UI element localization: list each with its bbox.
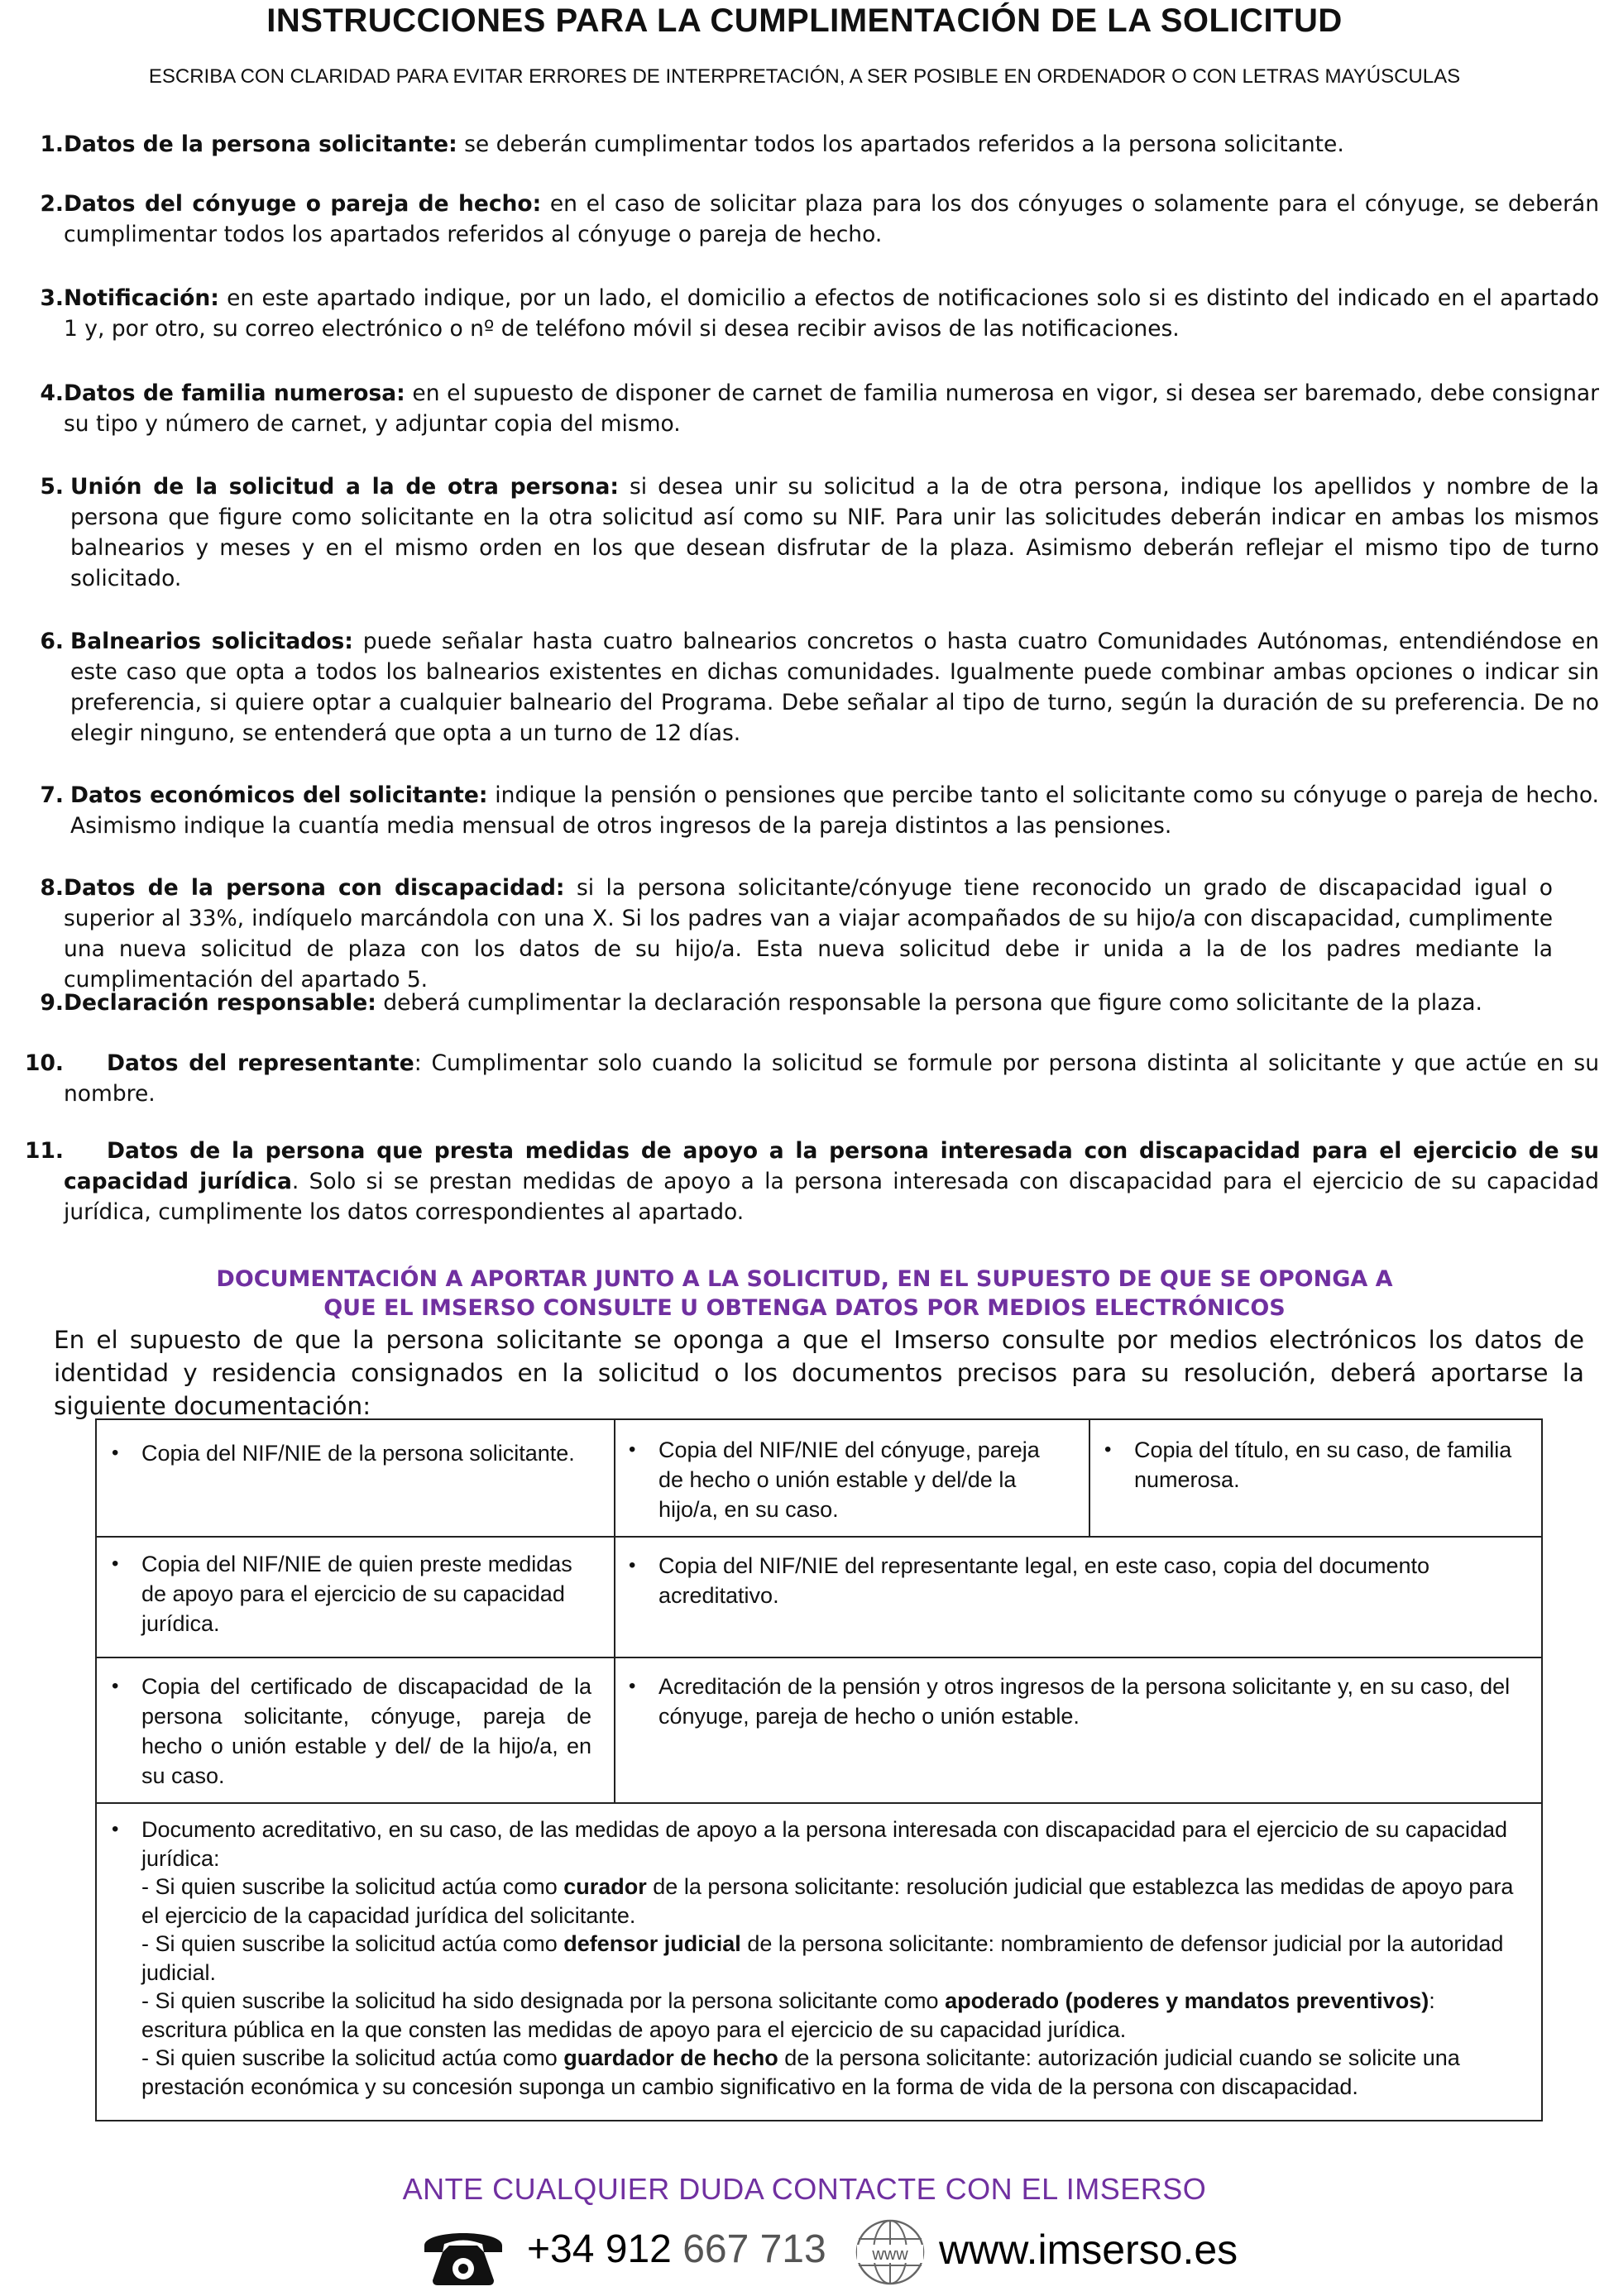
instruction-text: se deberán cumplimentar todos los apartados referidos a la persona solicitante. xyxy=(457,132,1344,157)
doc-subitem-defensor-judicial: - Si quien suscribe la solicitud actúa como defensor judicial de la persona solicitante: nombramiento de defensor judicial por la autoridad judicial. xyxy=(141,1931,1510,1985)
instruction-number: 4. xyxy=(40,380,64,406)
instruction-text: deberá cumplimentar la declaración responsable la persona que figure como solicitante de la plaza. xyxy=(376,990,1482,1016)
instruction-number: 2. xyxy=(40,191,64,217)
doc-item-text: Copia del NIF/NIE de quien preste medidas de apoyo para el ejercicio de su capacidad jurídica. xyxy=(141,1552,572,1636)
bullet: • xyxy=(112,1818,119,1840)
doc-item-text: Copia del título, en su caso, de familia numerosa. xyxy=(1134,1437,1512,1492)
doc-item-text: Copia del NIF/NIE del cónyuge, pareja de hecho o unión estable y del/de la hijo/a, en su caso. xyxy=(658,1437,1040,1522)
column-divider xyxy=(614,1420,615,1804)
bullet: • xyxy=(629,1675,636,1697)
bullet: • xyxy=(112,1675,119,1697)
doc-subitem-guardador-de-hecho: - Si quien suscribe la solicitud actúa como guardador de hecho de la persona solicitante: autorización judicial cuando se solicite una prestación económica y su concesión suponga un cambio significativo en la forma de vida de la persona con discapacidad. xyxy=(141,2045,1467,2099)
instruction-heading: Datos del representante xyxy=(107,1050,414,1076)
documentation-heading-line-1: DOCUMENTACIÓN A APORTAR JUNTO A LA SOLICITUD, EN EL SUPUESTO DE QUE SE OPONGA A xyxy=(216,1266,1393,1292)
instruction-number: 5. xyxy=(40,474,64,500)
contact-notice: ANTE CUALQUIER DUDA CONTACTE CON EL IMSERSO xyxy=(402,2172,1207,2206)
doc-item-text: Documento acreditativo, en su caso, de las medidas de apoyo a la persona interesada con discapacidad para el ejercicio de su capacidad jurídica: xyxy=(141,1817,1514,1871)
doc-subitem-curador: - Si quien suscribe la solicitud actúa como curador de la persona solicitante: resolución judicial que establezca las medidas de apoyo para el ejercicio de la capacidad jurídica del solicitante. xyxy=(141,1874,1520,1928)
www-label: www xyxy=(872,2246,908,2264)
doc-item-text: Copia del NIF/NIE del representante legal, en este caso, copia del documento acreditativo. xyxy=(658,1553,1430,1608)
instruction-text: en este apartado indique, por un lado, el domicilio a efectos de notificaciones solo si es distinto del indicado en el apartado 1 y, por otro, su correo electrónico o nº de teléfono móvil si desea recibir avisos de las notificaciones. xyxy=(64,285,1599,342)
instruction-text: si desea unir su solicitud a la de otra persona, indique los apellidos y nombre de la persona que figure como solicitante en la otra solicitud así como su NIF. Para unir las solicitudes deberán indicar en ambas los mismos balnearios y meses y en el mismo orden en los que desean disfrutar de la plaza. Asimismo deberán reflejar el mismo tipo de turno solicitado. xyxy=(70,474,1599,591)
instruction-heading: Balnearios solicitados: xyxy=(70,629,353,654)
instruction-number: 8. xyxy=(40,875,64,901)
instruction-heading: Notificación: xyxy=(64,285,219,311)
row-divider xyxy=(97,1536,1541,1538)
instruction-text: puede señalar hasta cuatro balnearios concretos o hasta cuatro Comunidades Autónomas, entendiéndose en este caso que opta a todos los balnearios existentes en dichas comunidades. Igualmente puede combinar ambas opciones o indicar sin preferencia, si quiere optar a cualquier balneario del Programa. Debe señalar al tipo de turno, según la duración de su preferencia. De no elegir ninguno, se entenderá que opta a un turno de 12 días. xyxy=(70,629,1599,746)
instruction-heading: Datos de la persona que presta medidas de apoyo a la persona interesada con discapacidad para el ejercicio de su capacidad jurídica xyxy=(64,1138,1599,1194)
doc-item-text: Copia del certificado de discapacidad de la persona solicitante, cónyuge, pareja de hecho o unión estable y del/ de la hijo/a, en su caso. xyxy=(141,1674,591,1788)
instruction-text: en el caso de solicitar plaza para los dos cónyuges o solamente para el cónyuge, se deberán cumplimentar todos los apartados referidos al cónyuge o pareja de hecho. xyxy=(64,191,1600,247)
documentation-table xyxy=(95,1418,1543,2121)
instruction-text: en el supuesto de disponer de carnet de familia numerosa en vigor, si desea ser baremado, debe consignar su tipo y número de carnet, y adjuntar copia del mismo. xyxy=(64,380,1600,437)
column-divider xyxy=(1089,1420,1090,1536)
phone-number: +34 912 667 713 xyxy=(527,2227,826,2271)
instruction-number: 1. xyxy=(40,132,64,157)
instruction-heading: Datos económicos del solicitante: xyxy=(70,782,488,808)
instruction-number: 7. xyxy=(40,782,64,808)
globe-www-icon xyxy=(852,2219,928,2289)
instruction-number: 11. xyxy=(25,1138,64,1164)
bullet: • xyxy=(1104,1438,1112,1461)
documentation-heading-line-2: QUE EL IMSERSO CONSULTE U OBTENGA DATOS POR MEDIOS ELECTRÓNICOS xyxy=(323,1295,1286,1321)
page-subtitle: ESCRIBA CON CLARIDAD PARA EVITAR ERRORES DE INTERPRETACIÓN, A SER POSIBLE EN ORDENADOR O CON LETRAS MAYÚSCULAS xyxy=(148,65,1461,88)
instruction-number: 6. xyxy=(40,629,64,654)
bullet: • xyxy=(629,1438,636,1461)
instruction-heading: Datos de la persona solicitante: xyxy=(64,132,457,157)
instruction-number: 3. xyxy=(40,285,64,311)
instruction-text: : Cumplimentar solo cuando la solicitud se formule por persona distinta al solicitante y que actúe en su nombre. xyxy=(64,1050,1599,1107)
doc-subitem-apoderado: - Si quien suscribe la solicitud ha sido designada por la persona solicitante como apoderado (poderes y mandatos preventivos): escritura pública en la que consten las medidas de apoyo para el ejercicio de su capacidad jurídica. xyxy=(141,1988,1442,2042)
doc-item-text: Acreditación de la pensión y otros ingresos de la persona solicitante y, en su caso, del cónyuge, pareja de hecho o unión estable. xyxy=(658,1674,1511,1729)
instruction-number: 10. xyxy=(25,1050,64,1076)
page-title: INSTRUCCIONES PARA LA CUMPLIMENTACIÓN DE LA SOLICITUD xyxy=(266,2,1343,39)
instruction-heading: Datos de la persona con discapacidad: xyxy=(64,875,565,901)
instruction-heading: Declaración responsable: xyxy=(64,990,376,1016)
website-link[interactable]: www.imserso.es xyxy=(939,2227,1238,2273)
doc-item-text: Copia del NIF/NIE de la persona solicitante. xyxy=(141,1441,575,1466)
instruction-heading: Unión de la solicitud a la de otra persona: xyxy=(70,474,619,500)
instruction-heading: Datos de familia numerosa: xyxy=(64,380,405,406)
bullet: • xyxy=(112,1552,119,1575)
documentation-intro: En el supuesto de que la persona solicitante se oponga a que el Imserso consulte por medios electrónicos los datos de identidad y residencia consignados en la solicitud o los documentos precisos para su resolución, deberá aportarse la siguiente documentación: xyxy=(54,1326,1584,1420)
instruction-text: indique la pensión o pensiones que percibe tanto el solicitante como su cónyuge o pareja de hecho. Asimismo indique la cuantía media mensual de otros ingresos de la pareja distintos a las pensiones. xyxy=(70,782,1599,839)
bullet: • xyxy=(112,1442,119,1464)
bullet: • xyxy=(629,1554,636,1576)
row-divider xyxy=(97,1802,1541,1804)
instruction-text: si la persona solicitante/cónyuge tiene reconocido un grado de discapacidad igual o superior al 33%, indíquelo marcándola con una X. Si los padres van a viajar acompañados de su hijo/a con discapacidad, cumplimente una nueva solicitud de plaza con los datos de su hijo/a. Esta nueva solicitud debe ir unida a la de los padres mediante la cumplimentación del apartado 5. xyxy=(64,875,1553,993)
phone-icon xyxy=(418,2221,509,2287)
instruction-text: . Solo si se prestan medidas de apoyo a la persona interesada con discapacidad para el ejercicio de su capacidad jurídica, cumplimente los datos correspondientes al apartado. xyxy=(64,1169,1599,1225)
row-divider xyxy=(97,1657,1541,1658)
instruction-number: 9. xyxy=(40,990,64,1016)
instruction-heading: Datos del cónyuge o pareja de hecho: xyxy=(64,191,542,217)
